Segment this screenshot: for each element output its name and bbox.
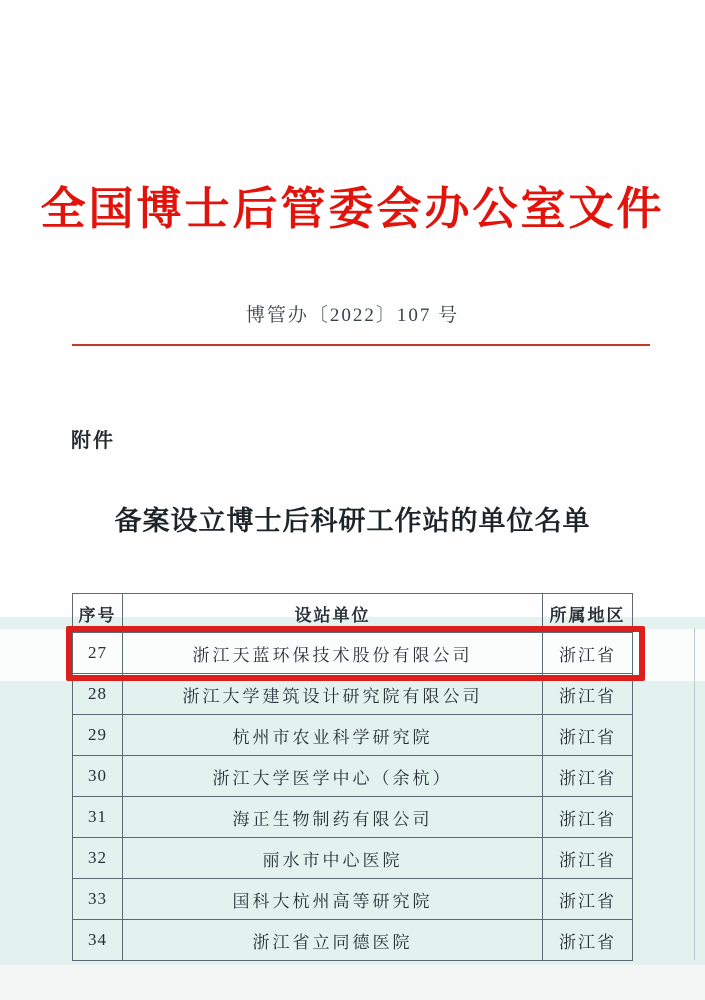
- row-number-cell: 32: [73, 838, 123, 879]
- table-row: [73, 674, 633, 715]
- table-row: [73, 797, 633, 838]
- row-number-cell: 31: [73, 797, 123, 838]
- row-number-cell: 27: [73, 633, 123, 674]
- table-row: [73, 633, 633, 674]
- table-row: [73, 715, 633, 756]
- row-number-cell: 34: [73, 920, 123, 961]
- unit-name-cell: 浙江大学医学中心（余杭）: [123, 756, 543, 797]
- region-cell: 浙江省: [543, 756, 633, 797]
- table-header-row: [73, 594, 633, 633]
- row-number-cell: 28: [73, 674, 123, 715]
- table-body: [73, 633, 633, 961]
- table-row: [73, 879, 633, 920]
- table-row: [73, 920, 633, 961]
- units-table: [72, 593, 633, 961]
- attachment-table-title: 备案设立博士后科研工作站的单位名单: [114, 506, 591, 536]
- region-cell: 浙江省: [543, 633, 633, 674]
- unit-name-cell: 浙江天蓝环保技术股份有限公司: [123, 633, 543, 674]
- column-header-no: 序号: [73, 594, 123, 633]
- unit-name-cell: 浙江大学建筑设计研究院有限公司: [123, 674, 543, 715]
- region-cell: 浙江省: [543, 797, 633, 838]
- document-number: 博管办〔2022〕107 号: [245, 305, 460, 326]
- scan-edge-line: [694, 628, 695, 960]
- table-row: [73, 756, 633, 797]
- scan-bottom-band: [0, 965, 705, 1000]
- region-cell: 浙江省: [543, 920, 633, 961]
- unit-name-cell: 杭州市农业科学研究院: [123, 715, 543, 756]
- row-number-cell: 29: [73, 715, 123, 756]
- region-cell: 浙江省: [543, 879, 633, 920]
- table-row: [73, 838, 633, 879]
- region-cell: 浙江省: [543, 715, 633, 756]
- column-header-unit: 设站单位: [123, 594, 543, 633]
- row-number-cell: 33: [73, 879, 123, 920]
- row-number-cell: 30: [73, 756, 123, 797]
- unit-name-cell: 国科大杭州高等研究院: [123, 879, 543, 920]
- unit-name-cell: 丽水市中心医院: [123, 838, 543, 879]
- attachment-label: 附件: [71, 430, 115, 452]
- region-cell: 浙江省: [543, 838, 633, 879]
- region-cell: 浙江省: [543, 674, 633, 715]
- unit-name-cell: 浙江省立同德医院: [123, 920, 543, 961]
- unit-name-cell: 海正生物制药有限公司: [123, 797, 543, 838]
- letterhead-rule: [72, 344, 650, 346]
- column-header-region: 所属地区: [543, 594, 633, 633]
- document-title: 全国博士后管委会办公室文件: [40, 184, 665, 234]
